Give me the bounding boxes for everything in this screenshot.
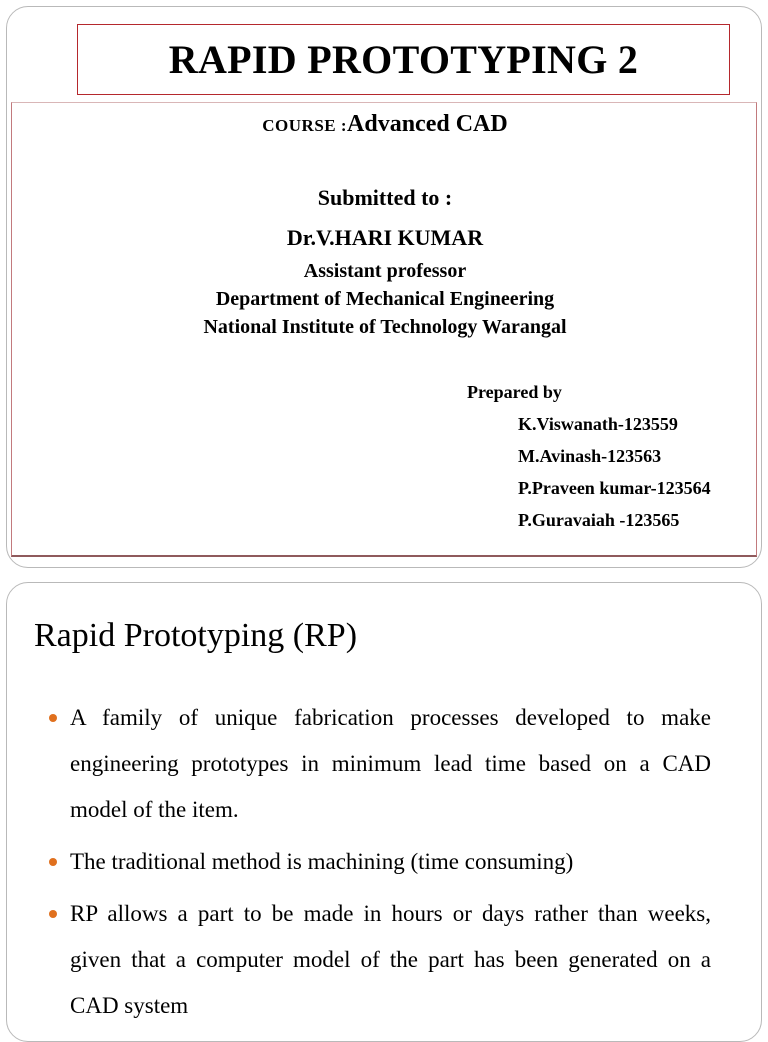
bullet-dot-icon [49,858,57,866]
institute-name: National Institute of Technology Warangal [203,316,567,338]
member-item: M.Avinash-123563 [518,446,662,466]
prepared-by-label: Prepared by [467,382,562,402]
content-slide [6,582,762,1042]
member-item: K.Viswanath-123559 [518,414,678,434]
department-name: Department of Mechanical Engineering [215,288,555,310]
bullet-text: A family of unique fabrication processes developed to make engineering prototypes in minimum lead time based on a CAD model of the item. [70,705,711,822]
bullet-dot-icon [49,910,57,918]
slide-title: RAPID PROTOTYPING 2 [168,37,639,82]
slide-heading: Rapid Prototyping (RP) [34,617,358,654]
title-box [77,24,730,95]
bullet-list [49,695,711,1035]
bullet-dot-icon [49,714,57,722]
course-label: COURSE : [262,116,348,135]
supervisor-designation: Assistant professor [303,260,467,282]
bullet-text: RP allows a part to be made in hours or days rather than weeks, given that a computer model of the part has been generated on a CAD system [70,901,711,1018]
bullet-item [49,695,711,833]
bullet-item [49,891,711,1029]
title-slide [6,6,762,568]
bullet-item [49,839,711,885]
course-value: Advanced CAD [347,111,508,137]
submitted-to-label: Submitted to : [317,185,453,210]
member-item: P.Guravaiah -123565 [518,510,680,530]
member-item: P.Praveen kumar-123564 [518,478,711,498]
supervisor-name: Dr.V.HARI KUMAR [286,225,484,250]
course-line [7,111,763,138]
bullet-text: The traditional method is machining (time consuming) [70,849,574,874]
